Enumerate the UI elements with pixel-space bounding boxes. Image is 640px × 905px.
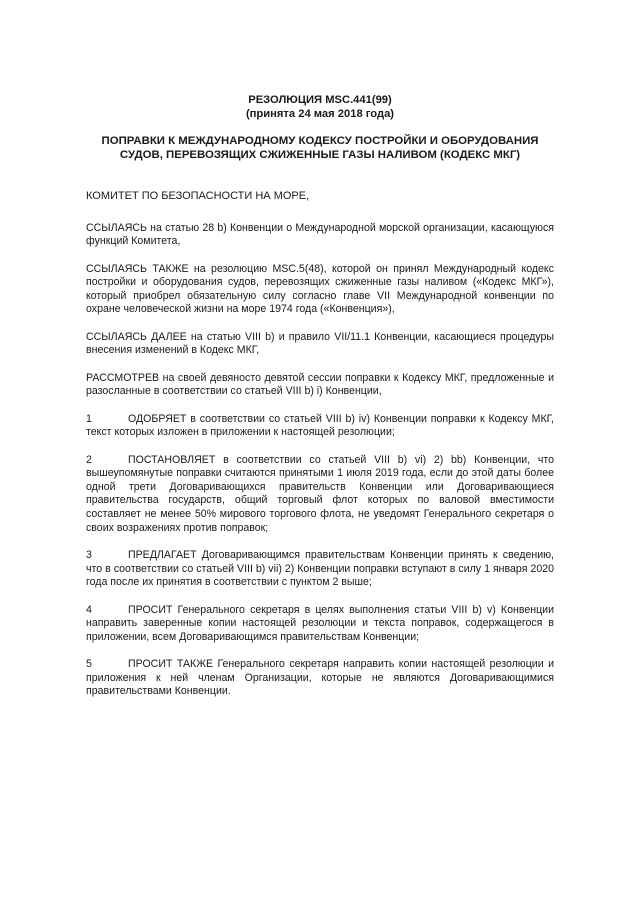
recital-1: ССЫЛАЯСЬ на статью 28 b) Конвенции о Международной морской организации, касающуюся функций Комитета, [86, 221, 554, 248]
operative-paragraph-3 [86, 549, 554, 590]
operative-paragraph-5 [86, 658, 554, 699]
subject-line-1: ПОПРАВКИ К МЕЖДУНАРОДНОМУ КОДЕКСУ ПОСТРОЙКИ И ОБОРУДОВАНИЯ [101, 135, 539, 147]
paragraph-text: ОДОБРЯЕТ в соответствии со статьей VIII b) iv) Конвенции поправки к Кодексу МКГ, текст которых изложен в приложении к настоящей резолюции; [86, 412, 554, 439]
resolution-subject [0, 135, 640, 162]
recital-2: ССЫЛАЯСЬ ТАКЖЕ на резолюцию MSC.5(48), которой он принял Международный кодекс постройки и оборудования судов, перевозящих сжиженные газы наливом («Кодекс МКГ»), который приобрел обязательную силу согласно главе VII Международной конвенции по охране человеческой жизни на море 1974 года («Конвенция»), [86, 262, 554, 316]
paragraph-text: ПРОСИТ Генерального секретаря в целях выполнения статьи VIII b) v) Конвенции направить заверенные копии настоящей резолюции и текста поправок, содержащегося в приложении, всем Договаривающимся правительствам Конвенции; [86, 603, 554, 643]
paragraph-text: ПРОСИТ ТАКЖЕ Генерального секретаря направить копии настоящей резолюции и приложения к ней членам Организации, которые не являются Договаривающимися правительствами Конвенции. [86, 658, 554, 698]
paragraph-number: 1 [86, 412, 92, 425]
operative-paragraph-2 [86, 454, 554, 536]
adoption-date: (принята 24 мая 2018 года) [245, 108, 395, 120]
paragraph-number: 4 [86, 603, 92, 616]
paragraph-text: ПОСТАНОВЛЯЕТ в соответствии со статьей VIII b) vi) 2) bb) Конвенции, что вышеупомянутые поправки считаются принятыми 1 июля 2019 года, если до этой даты более одной трети Договаривающихся правительств Конвенции или Договаривающиеся правительства государств, общий торговый флот которых по валовой вместимости составляет не менее 50% мирового торгового флота, не уведомят Генерального секретаря о своих возражениях против поправок; [86, 453, 554, 534]
operative-paragraph-4 [86, 604, 554, 645]
paragraph-number: 5 [86, 658, 92, 671]
document-header [0, 93, 640, 162]
recital-4: РАССМОТРЕВ на своей девяносто девятой сессии поправки к Кодексу МКГ, предложенные и разосланные в соответствии со статьей VIII b) i) Конвенции, [86, 371, 554, 398]
committee-line: КОМИТЕТ ПО БЕЗОПАСНОСТИ НА МОРЕ, [86, 190, 310, 202]
document-body [86, 190, 554, 713]
resolution-title: РЕЗОЛЮЦИЯ MSC.441(99) [248, 94, 392, 106]
recital-3: ССЫЛАЯСЬ ДАЛЕЕ на статью VIII b) и правило VII/11.1 Конвенции, касающиеся процедуры внесения изменений в Кодекс МКГ, [86, 330, 554, 357]
paragraph-number: 3 [86, 549, 92, 562]
paragraph-number: 2 [86, 453, 92, 466]
paragraph-text: ПРЕДЛАГАЕТ Договаривающимся правительствам Конвенции принять к сведению, что в соответствии со статьей VIII b) vii) 2) Конвенции поправки вступают в силу 1 января 2020 года после их принятия в соответствии с пунктом 2 выше; [86, 549, 554, 589]
operative-paragraph-1 [86, 413, 554, 440]
subject-line-2: СУДОВ, ПЕРЕВОЗЯЩИХ СЖИЖЕННЫЕ ГАЗЫ НАЛИВОМ (КОДЕКС МКГ) [119, 148, 521, 161]
